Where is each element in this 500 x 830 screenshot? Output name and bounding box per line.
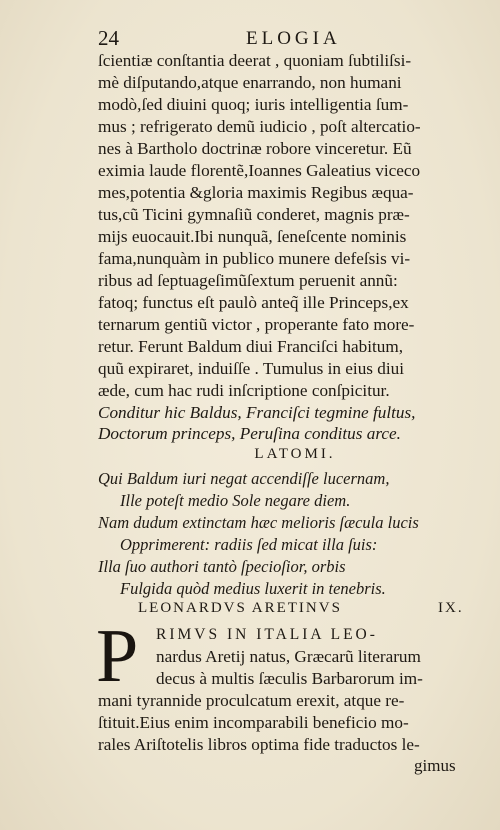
running-head: ELOGIA xyxy=(246,28,341,49)
body-line: mes,potentia &gloria maximis Regibus æqua- xyxy=(98,183,414,202)
body-line: retur. Ferunt Baldum diui Franciſci habitum, xyxy=(98,337,404,356)
bio-line: mani tyrannide proculcatum erexit, atque re- xyxy=(98,691,405,710)
page-header xyxy=(98,26,478,50)
latomi-heading: LATOMI. xyxy=(254,446,336,462)
body-line: mijs euocauit.Ibi nunquã, ſeneſcente nominis xyxy=(98,227,407,246)
body-line: ternarum gentiũ victor , properante fato more- xyxy=(98,315,415,334)
body-line: modò,ſed diuini quoq; iuris intelligentia ſum- xyxy=(98,95,409,114)
section-number: IX. xyxy=(438,600,464,616)
body-line: tus,cũ Ticini gymnaſiũ conderet, magnis præ- xyxy=(98,205,410,224)
epitaph-line: Doctorum princeps, Peruſina conditus arce. xyxy=(98,424,401,443)
bio-line: nardus Aretij natus, Græcarũ literarum xyxy=(156,647,421,666)
body-line: quũ expiraret, induiſſe . Tumulus in eius diui xyxy=(98,359,405,378)
bio-line: RIMVS IN ITALIA LEO- xyxy=(156,626,378,643)
body-line: fama,nunquàm in publico munere defeſsis vi- xyxy=(98,249,411,268)
body-line: ribus ad ſeptuageſimũſextum peruenit annũ: xyxy=(98,271,398,290)
body-line: nes à Bartholo doctrinæ robore vinceretur. Eũ xyxy=(98,139,412,158)
poem-line: Fulgida quòd medius luxerit in tenebris. xyxy=(120,579,386,598)
body-line: mè diſputando,atque enarrando, non humani xyxy=(98,73,402,92)
drop-cap: P xyxy=(96,614,139,698)
epitaph-line: Conditur hic Baldus, Franciſci tegmine fultus, xyxy=(98,403,416,422)
bio-line: decus à multis ſæculis Barbarorum im- xyxy=(156,669,423,688)
page-number: 24 xyxy=(98,26,119,50)
poem-line: Illa ſuo authori tantò ſpecioſior, orbis xyxy=(98,557,346,576)
body-line: æde, cum hac rudi inſcriptione conſpicitur. xyxy=(98,381,390,400)
poem-line: Ille poteſt medio Sole negare diem. xyxy=(120,491,351,510)
poem-line: Qui Baldum iuri negat accendiſſe lucernam, xyxy=(98,469,390,488)
body-line: mus ; refrigerato demũ iudicio , poſt altercatio- xyxy=(98,117,421,136)
body-line: eximia laude florentẽ,Ioannes Galeatius viceco xyxy=(98,161,421,180)
body-line: fatoq; functus eſt paulò anteq̃ ille Princeps,ex xyxy=(98,293,409,312)
body-line: ſcientiæ conſtantia deerat , quoniam ſubtiliſsi- xyxy=(98,51,412,70)
bio-line: rales Ariſtotelis libros optima fide traductos le- xyxy=(98,735,420,754)
section-heading xyxy=(98,600,478,622)
section-title: LEONARDVS ARETINVS xyxy=(138,600,342,616)
poem-line: Opprimerent: radiis ſed micat illa ſuis: xyxy=(120,535,378,554)
catchword: gimus xyxy=(414,756,456,775)
poem-line: Nam dudum extinctam hæc melioris ſæcula lucis xyxy=(98,513,419,532)
bio-line: ſtituit.Eius enim incomparabili beneficio mo- xyxy=(98,713,409,732)
